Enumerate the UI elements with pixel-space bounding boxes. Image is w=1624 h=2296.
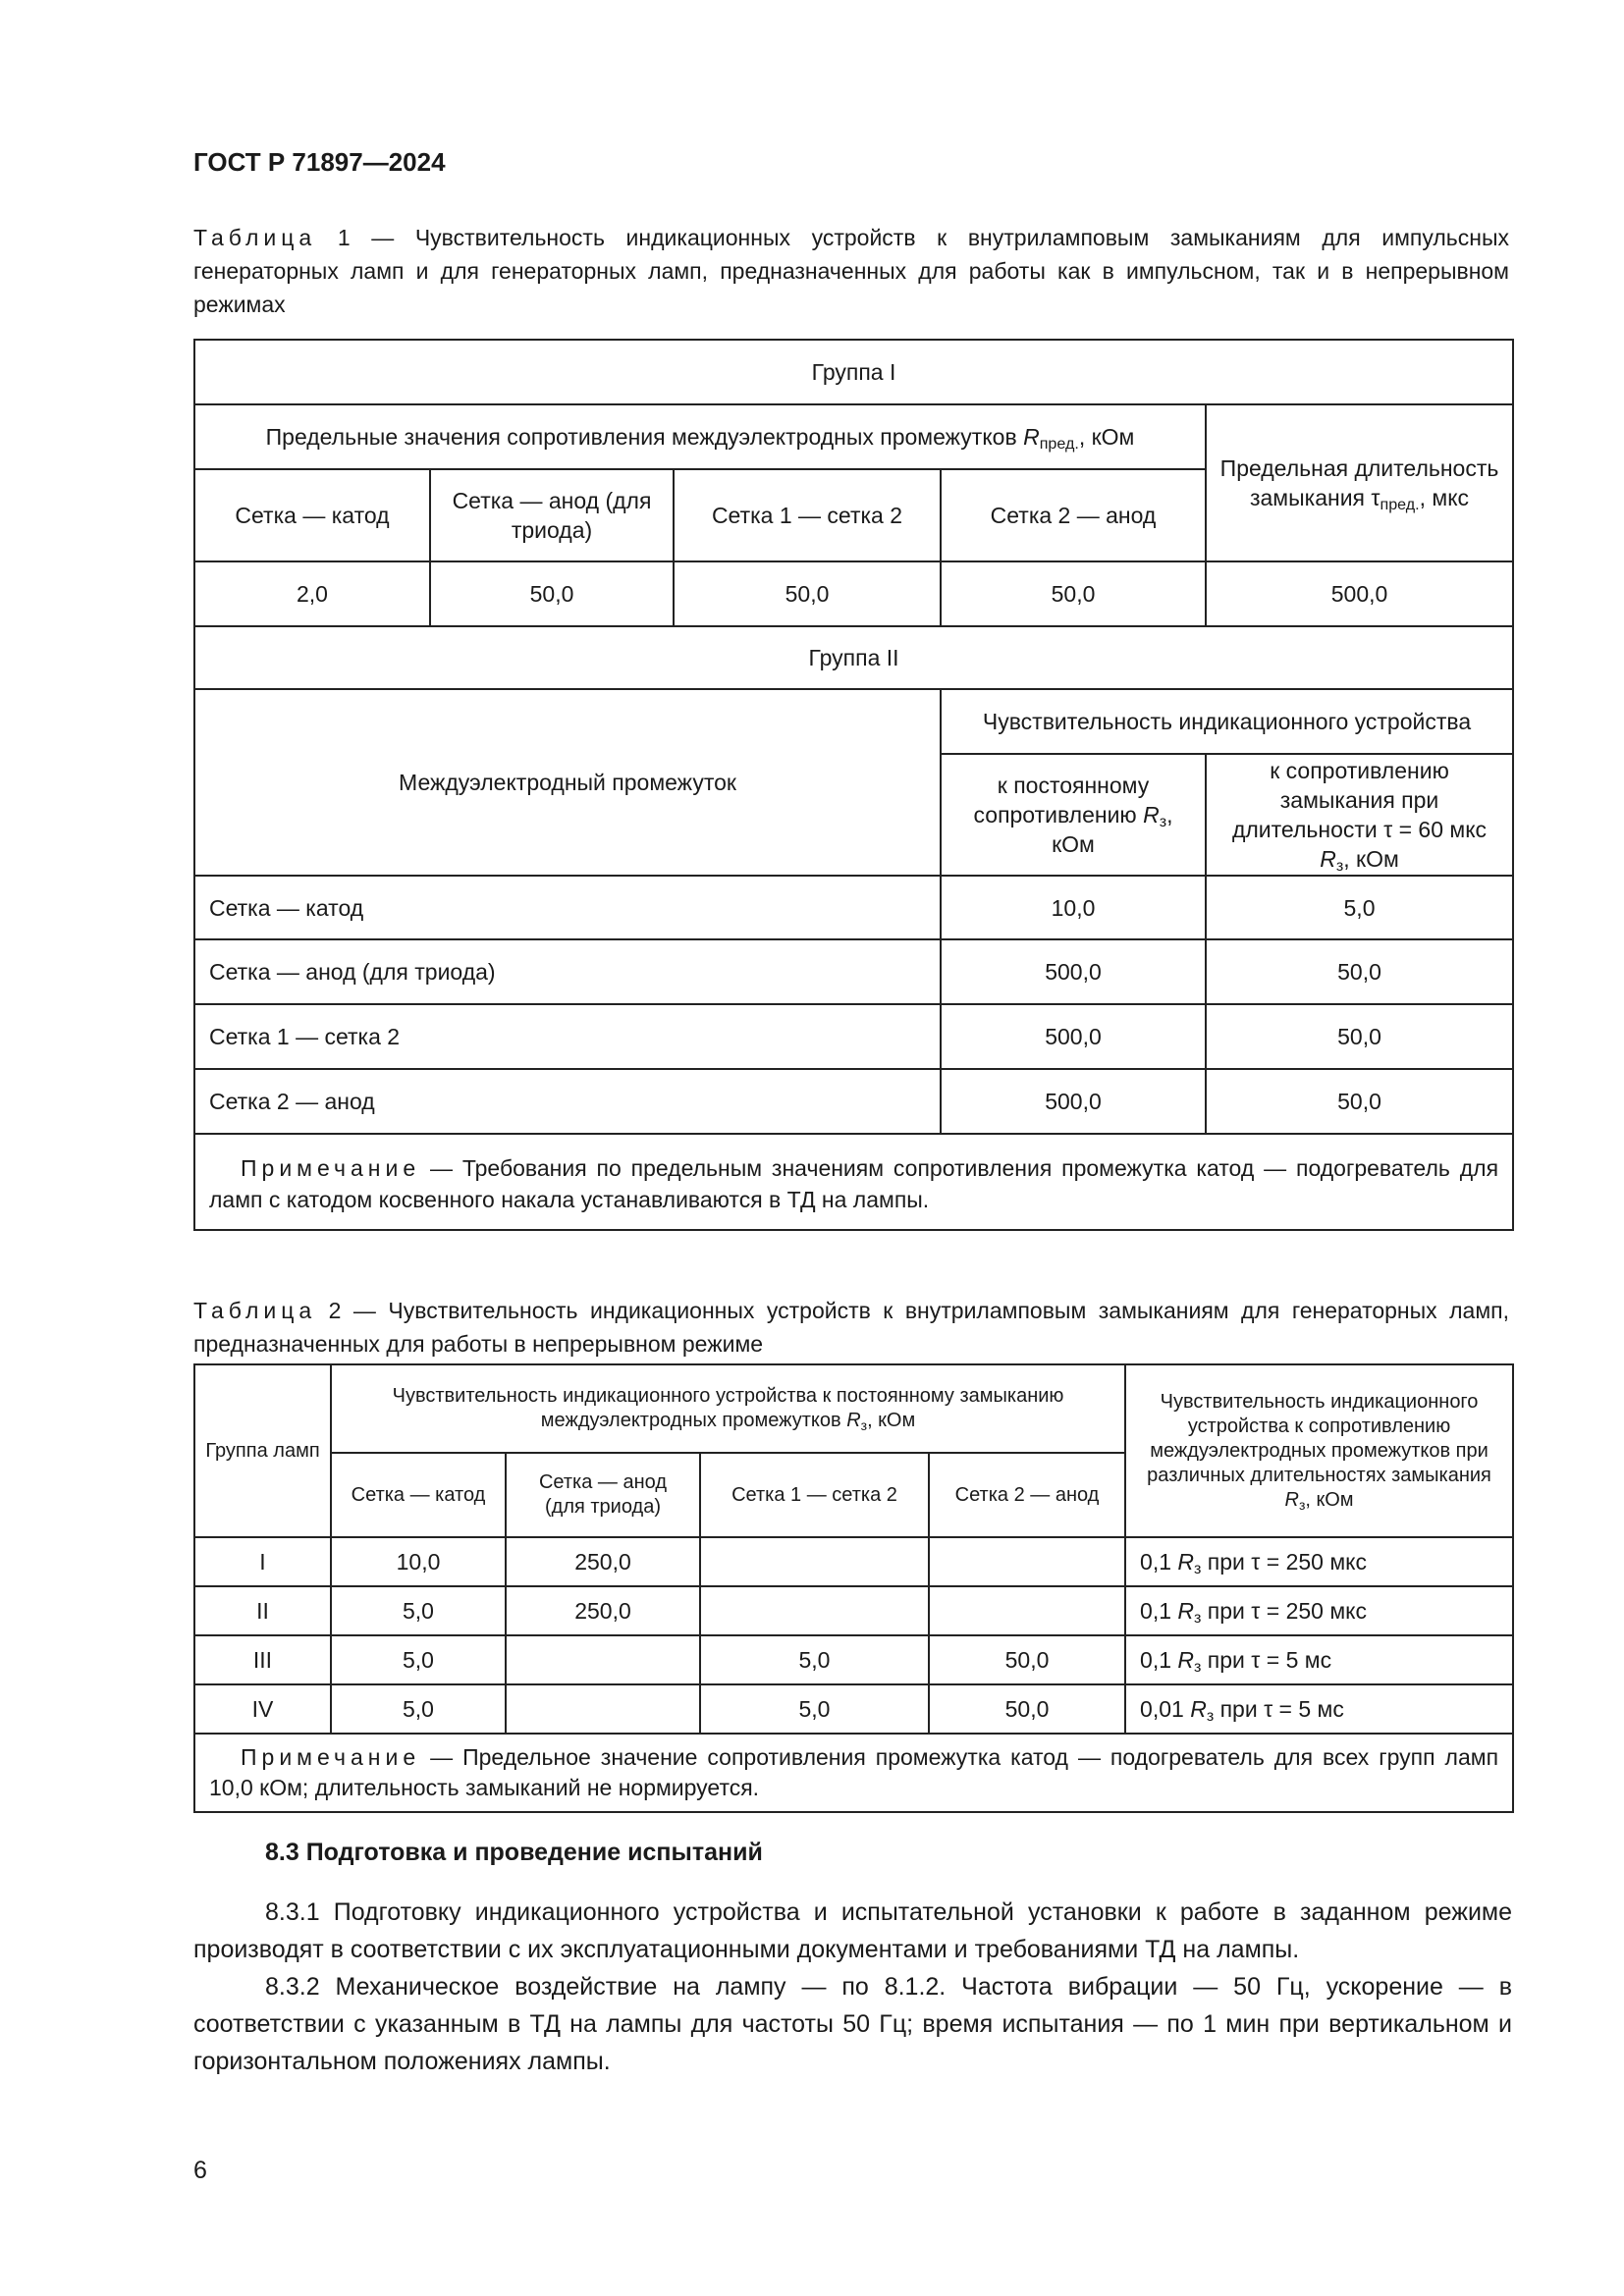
t2-row-closure: 0,1 $R_з$ при τ = 5 мс <box>1125 1635 1513 1684</box>
t2-const-header: Чувствительность индикационного устройства к постоянному замыканию междуэлектродных промежутков $R_з$, кОм <box>331 1364 1125 1453</box>
t2-col-grid-anode: Сетка — анод (для триода) <box>506 1453 700 1537</box>
group2-row-gap: Сетка — анод (для триода) <box>194 939 941 1004</box>
t2-col-grid-cathode: Сетка — катод <box>331 1453 506 1537</box>
t2-row-c4 <box>929 1537 1125 1586</box>
group1-value: 50,0 <box>430 561 674 626</box>
table1-caption <box>193 221 1509 321</box>
group2-row-closure: 50,0 <box>1206 1069 1513 1134</box>
group1-value: 2,0 <box>194 561 430 626</box>
group2-title: Группа II <box>194 626 1513 689</box>
t2-row-c1: 5,0 <box>331 1586 506 1635</box>
group2-row-gap: Сетка — катод <box>194 876 941 939</box>
t2-closure-header: Чувствительность индикационного устройства к сопротивлению междуэлектродных промежутков при различных длительностях замыкания $R_з$, кОм <box>1125 1364 1513 1537</box>
group1-col-grid2-anode: Сетка 2 — анод <box>941 469 1206 561</box>
group2-row-closure: 50,0 <box>1206 1004 1513 1069</box>
table1-title: 1 — Чувствительность индикационных устройств к внутриламповым замыканиям для импульсных генераторных ламп и для генераторных ламп, предназначенных для работы как в импульсном, так и в непрерывном режимах <box>193 225 1510 317</box>
group2-sens-header: Чувствительность индикационного устройства <box>941 689 1513 754</box>
document-header: ГОСТ Р 71897—2024 <box>193 147 446 177</box>
group2-row-gap: Сетка 1 — сетка 2 <box>194 1004 941 1069</box>
section-heading: 8.3 Подготовка и проведение испытаний <box>265 1839 763 1866</box>
t2-row-closure: 0,1 $R_з$ при τ = 250 мкс <box>1125 1586 1513 1635</box>
t2-row-c4: 50,0 <box>929 1635 1125 1684</box>
t2-row-c1: 5,0 <box>331 1635 506 1684</box>
group1-limits-header: Предельные значения сопротивления междуэлектродных промежутков $R_{пред.}$, кОм <box>194 404 1206 469</box>
group2-col-const: к постоянному сопротивлению $R_з$, кОм <box>941 754 1206 876</box>
table1-note: Примечание — Требования по предельным значениям сопротивления промежутка катод — подогреватель для ламп с катодом косвенного накала устанавливаются в ТД на лампы. <box>194 1134 1513 1230</box>
group2-row-const: 10,0 <box>941 876 1206 939</box>
table2-label: Таблица <box>193 1298 317 1323</box>
t2-row-c2: 250,0 <box>506 1586 700 1635</box>
group1-title: Группа I <box>194 340 1513 404</box>
group1-duration-header: Предельная длительность замыкания $\tau_{пред.}$, мкс <box>1206 404 1513 561</box>
group1-value: 50,0 <box>674 561 941 626</box>
group2-col-closure: к сопротивлению замыкания при длительности τ = 60 мкс $R_з$, кОм <box>1206 754 1513 876</box>
t2-row-c3: 5,0 <box>700 1684 929 1734</box>
table2-caption <box>193 1294 1509 1361</box>
t2-row-group: I <box>194 1537 331 1586</box>
t2-row-c3 <box>700 1537 929 1586</box>
t2-row-closure: 0,01 $R_з$ при τ = 5 мс <box>1125 1684 1513 1734</box>
t2-group-header: Группа ламп <box>194 1364 331 1537</box>
t2-row-c4: 50,0 <box>929 1684 1125 1734</box>
table-1 <box>193 339 1514 1231</box>
group2-gap-header: Междуэлектродный промежуток <box>194 689 941 876</box>
table2-note: Примечание — Предельное значение сопротивления промежутка катод — подогреватель для всех групп ламп 10,0 кОм; длительность замыканий не нормируется. <box>194 1734 1513 1812</box>
table2-note-label: Примечание <box>241 1744 421 1770</box>
page-number: 6 <box>193 2157 207 2184</box>
t2-row-c2: 250,0 <box>506 1537 700 1586</box>
t2-row-c2 <box>506 1684 700 1734</box>
t2-row-c3: 5,0 <box>700 1635 929 1684</box>
paragraph-8-3-1: 8.3.1 Подготовку индикационного устройства и испытательной установки к работе в заданном режиме производят в соответствии с их эксплуатационными документами и требованиями ТД на лампы. <box>193 1898 1512 1963</box>
group2-row-closure: 5,0 <box>1206 876 1513 939</box>
t2-row-c3 <box>700 1586 929 1635</box>
group1-value: 500,0 <box>1206 561 1513 626</box>
group2-row-const: 500,0 <box>941 1069 1206 1134</box>
group1-col-grid1-grid2: Сетка 1 — сетка 2 <box>674 469 941 561</box>
group2-row-const: 500,0 <box>941 939 1206 1004</box>
t2-col-grid1-grid2: Сетка 1 — сетка 2 <box>700 1453 929 1537</box>
t2-row-group: IV <box>194 1684 331 1734</box>
t2-col-grid2-anode: Сетка 2 — анод <box>929 1453 1125 1537</box>
t2-row-closure: 0,1 $R_з$ при τ = 250 мкс <box>1125 1537 1513 1586</box>
table-2 <box>193 1363 1514 1813</box>
t2-row-group: III <box>194 1635 331 1684</box>
t2-row-c1: 10,0 <box>331 1537 506 1586</box>
table1-note-label: Примечание <box>241 1155 421 1181</box>
paragraph-8-3-2: 8.3.2 Механическое воздействие на лампу — по 8.1.2. Частота вибрации — 50 Гц, ускорение — в соответствии с указанным в ТД на лампы для частоты 50 Гц; время испытания — по 1 мин при вертикальном и горизонтальном положениях лампы. <box>193 1973 1512 2075</box>
group2-row-const: 500,0 <box>941 1004 1206 1069</box>
table1-label: Таблица <box>193 225 317 250</box>
group2-row-closure: 50,0 <box>1206 939 1513 1004</box>
t2-row-c2 <box>506 1635 700 1684</box>
group2-row-gap: Сетка 2 — анод <box>194 1069 941 1134</box>
t2-row-group: II <box>194 1586 331 1635</box>
group1-col-grid-cathode: Сетка — катод <box>194 469 430 561</box>
table2-title: 2 — Чувствительность индикационных устройств к внутриламповым замыканиям для генераторных ламп, предназначенных для работы в непрерывном режиме <box>193 1298 1509 1357</box>
group1-col-grid-anode: Сетка — анод (для триода) <box>430 469 674 561</box>
t2-row-c1: 5,0 <box>331 1684 506 1734</box>
t2-row-c4 <box>929 1586 1125 1635</box>
group1-value: 50,0 <box>941 561 1206 626</box>
